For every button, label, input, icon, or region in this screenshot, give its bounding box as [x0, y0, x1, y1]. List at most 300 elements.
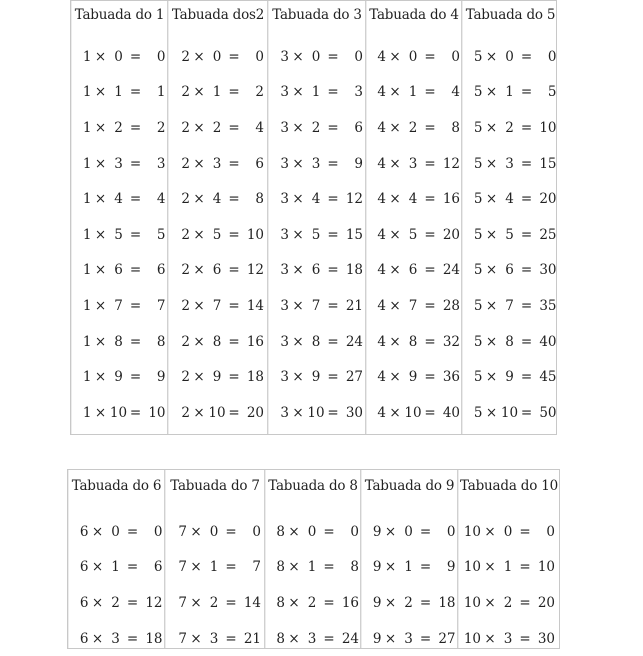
row-list: [72, 39, 167, 431]
times-sign: ×: [193, 84, 205, 101]
multiplier: 2: [212, 119, 222, 136]
table-row: [72, 146, 167, 182]
times-sign: ×: [94, 404, 107, 421]
equals-sign: =: [129, 84, 142, 101]
equals-sign: =: [323, 594, 335, 611]
product: 40: [442, 404, 460, 421]
table-row: [367, 75, 461, 111]
product: 5: [156, 226, 166, 243]
table-row: [367, 253, 461, 289]
multiplier: 0: [505, 48, 514, 65]
multiplier: 1: [503, 559, 513, 576]
table-row: [169, 110, 267, 146]
multiplier: 8: [114, 333, 123, 350]
table-column: [462, 1, 558, 434]
equals-sign: =: [129, 333, 142, 350]
times-sign: ×: [193, 119, 205, 136]
row-list: [463, 39, 558, 431]
times-sign: ×: [292, 155, 304, 172]
times-sign: ×: [94, 48, 107, 65]
product: 18: [145, 630, 163, 647]
equals-sign: =: [520, 84, 533, 101]
multiplicand: 9: [372, 630, 382, 647]
times-sign: ×: [485, 119, 498, 136]
multiplicand: 4: [377, 155, 386, 172]
column-header: Tabuada dos2: [171, 7, 265, 23]
table-row: [72, 324, 167, 360]
times-sign: ×: [389, 297, 401, 314]
table-row: [69, 585, 164, 621]
multiplier: 3: [505, 155, 514, 172]
multiplicand: 1: [82, 48, 92, 65]
multiplicand: 2: [181, 333, 190, 350]
equals-sign: =: [520, 404, 533, 421]
times-sign: ×: [288, 630, 300, 647]
multiplicand: 3: [280, 155, 289, 172]
table-row: [72, 288, 167, 324]
times-sign: ×: [389, 404, 401, 421]
multiplicand: 7: [178, 594, 187, 611]
times-sign: ×: [94, 155, 107, 172]
times-sign: ×: [91, 630, 104, 647]
times-sign: ×: [485, 297, 498, 314]
multiplicand: 8: [276, 523, 285, 540]
equals-sign: =: [519, 630, 531, 647]
multiplicand: 10: [463, 630, 481, 647]
product: 14: [246, 297, 264, 314]
column-header: Tabuada do 8: [268, 478, 358, 494]
table-row: [463, 146, 558, 182]
times-sign: ×: [193, 48, 205, 65]
multiplier: 7: [408, 297, 418, 314]
times-sign: ×: [484, 523, 496, 540]
multiplier: 0: [111, 523, 120, 540]
product: 30: [539, 262, 557, 279]
table-row: [72, 181, 167, 217]
row-list: [367, 39, 461, 431]
table-row: [266, 514, 360, 550]
product: 27: [438, 630, 456, 647]
row-list: [166, 514, 264, 656]
table-row: [367, 39, 461, 75]
product: 0: [255, 48, 264, 65]
multiplier: 9: [311, 369, 321, 386]
product: 21: [345, 297, 363, 314]
times-sign: ×: [485, 369, 498, 386]
multiplicand: 4: [377, 48, 386, 65]
equals-sign: =: [424, 48, 436, 65]
product: 0: [451, 48, 460, 65]
multiplicand: 5: [473, 297, 483, 314]
multiplier: 3: [111, 630, 120, 647]
table-row: [362, 514, 457, 550]
multiplicand: 3: [280, 404, 289, 421]
multiplier: 0: [307, 523, 317, 540]
multiplicand: 5: [473, 191, 483, 208]
row-list: [459, 514, 559, 656]
multiplier: 10: [208, 404, 226, 421]
multiplier: 9: [408, 369, 418, 386]
multiplicand: 5: [473, 404, 483, 421]
multiplier: 3: [212, 155, 222, 172]
multiplicand: 1: [82, 155, 92, 172]
equals-sign: =: [520, 369, 533, 386]
table-row: [459, 585, 559, 621]
equals-sign: =: [228, 262, 240, 279]
product: 6: [354, 119, 363, 136]
times-sign: ×: [292, 226, 304, 243]
table-column: [165, 470, 265, 648]
table-row: [367, 324, 461, 360]
multiplicand: 1: [82, 84, 92, 101]
product: 10: [537, 559, 555, 576]
multiplier: 1: [404, 559, 413, 576]
equals-sign: =: [228, 297, 240, 314]
multiplier: 2: [404, 594, 413, 611]
multiplicand: 2: [181, 369, 190, 386]
table-row: [169, 217, 267, 253]
multiplier: 6: [114, 262, 123, 279]
times-sign: ×: [485, 48, 498, 65]
product: 18: [438, 594, 456, 611]
product: 8: [156, 333, 166, 350]
equals-sign: =: [228, 48, 240, 65]
equals-sign: =: [323, 630, 335, 647]
multiplicand: 4: [377, 333, 386, 350]
multiplicand: 3: [280, 119, 289, 136]
times-sign: ×: [389, 191, 401, 208]
multiplier: 8: [408, 333, 418, 350]
table-row: [72, 39, 167, 75]
multiplicand: 9: [372, 594, 382, 611]
table-row: [367, 181, 461, 217]
times-sign: ×: [389, 48, 401, 65]
times-sign: ×: [292, 297, 304, 314]
multiplier: 0: [311, 48, 321, 65]
multiplier: 7: [311, 297, 321, 314]
multiplication-table-1-to-5: [70, 0, 557, 435]
table-row: [269, 395, 365, 431]
equals-sign: =: [327, 369, 339, 386]
table-row: [72, 253, 167, 289]
product: 12: [145, 594, 163, 611]
multiplicand: 2: [181, 262, 190, 279]
table-row: [169, 75, 267, 111]
product: 1: [156, 84, 166, 101]
times-sign: ×: [94, 297, 107, 314]
times-sign: ×: [292, 333, 304, 350]
times-sign: ×: [94, 226, 107, 243]
equals-sign: =: [424, 404, 436, 421]
product: 45: [539, 369, 557, 386]
times-sign: ×: [389, 119, 401, 136]
table-row: [463, 217, 558, 253]
times-sign: ×: [94, 369, 107, 386]
product: 9: [156, 369, 166, 386]
multiplier: 3: [404, 630, 413, 647]
table-row: [269, 75, 365, 111]
multiplier: 2: [503, 594, 513, 611]
product: 10: [539, 119, 557, 136]
column-header: Tabuada do 4: [369, 7, 459, 23]
product: 4: [156, 191, 166, 208]
multiplier: 8: [212, 333, 222, 350]
product: 21: [243, 630, 261, 647]
multiplier: 2: [209, 594, 219, 611]
multiplier: 0: [212, 48, 222, 65]
product: 27: [345, 369, 363, 386]
product: 9: [446, 559, 456, 576]
multiplier: 10: [404, 404, 422, 421]
times-sign: ×: [384, 523, 397, 540]
product: 6: [156, 262, 166, 279]
equals-sign: =: [327, 48, 339, 65]
times-sign: ×: [292, 48, 304, 65]
multiplicand: 2: [181, 119, 190, 136]
times-sign: ×: [485, 155, 498, 172]
equals-sign: =: [228, 404, 240, 421]
table-row: [169, 146, 267, 182]
multiplier: 9: [114, 369, 123, 386]
times-sign: ×: [190, 594, 202, 611]
equals-sign: =: [520, 226, 533, 243]
multiplicand: 1: [82, 191, 92, 208]
equals-sign: =: [520, 119, 533, 136]
product: 12: [246, 262, 264, 279]
multiplier: 0: [503, 523, 513, 540]
multiplier: 4: [311, 191, 321, 208]
times-sign: ×: [484, 630, 496, 647]
row-list: [362, 514, 457, 656]
row-list: [69, 514, 164, 656]
multiplicand: 5: [473, 48, 483, 65]
product: 0: [446, 523, 456, 540]
product: 28: [442, 297, 460, 314]
product: 18: [246, 369, 264, 386]
multiplicand: 10: [463, 523, 481, 540]
column-header: Tabuada do 3: [272, 7, 362, 23]
times-sign: ×: [190, 559, 202, 576]
multiplicand: 3: [280, 191, 289, 208]
table-column: [265, 470, 361, 648]
product: 5: [547, 84, 557, 101]
table-row: [166, 621, 264, 656]
times-sign: ×: [193, 226, 205, 243]
equals-sign: =: [129, 262, 142, 279]
multiplicand: 1: [82, 369, 92, 386]
product: 30: [537, 630, 555, 647]
equals-sign: =: [424, 226, 436, 243]
product: 2: [156, 119, 166, 136]
table-column: [366, 1, 462, 434]
product: 8: [451, 119, 460, 136]
multiplicand: 1: [82, 119, 92, 136]
multiplier: 8: [505, 333, 514, 350]
equals-sign: =: [424, 333, 436, 350]
multiplicand: 8: [276, 559, 285, 576]
multiplicand: 3: [280, 333, 289, 350]
product: 16: [442, 191, 460, 208]
times-sign: ×: [484, 594, 496, 611]
multiplier: 3: [408, 155, 418, 172]
table-row: [72, 75, 167, 111]
table-row: [463, 75, 558, 111]
table-row: [463, 324, 558, 360]
product: 0: [252, 523, 261, 540]
multiplier: 1: [505, 84, 514, 101]
times-sign: ×: [193, 191, 205, 208]
table-row: [169, 324, 267, 360]
equals-sign: =: [419, 594, 432, 611]
table-row: [69, 514, 164, 550]
column-header: Tabuada do 5: [465, 7, 556, 23]
product: 16: [246, 333, 264, 350]
product: 36: [442, 369, 460, 386]
table-row: [459, 550, 559, 586]
product: 18: [345, 262, 363, 279]
multiplicand: 2: [181, 84, 190, 101]
table-row: [269, 181, 365, 217]
multiplier: 3: [114, 155, 123, 172]
times-sign: ×: [292, 369, 304, 386]
multiplier: 5: [505, 226, 514, 243]
multiplication-table-6-to-10: [67, 469, 560, 649]
equals-sign: =: [129, 155, 142, 172]
multiplier: 10: [307, 404, 325, 421]
multiplier: 3: [307, 630, 317, 647]
multiplier: 1: [111, 559, 120, 576]
multiplier: 8: [311, 333, 321, 350]
multiplicand: 4: [377, 369, 386, 386]
table-row: [459, 621, 559, 656]
table-row: [166, 514, 264, 550]
product: 0: [153, 523, 163, 540]
multiplier: 2: [505, 119, 514, 136]
multiplier: 1: [212, 84, 222, 101]
product: 12: [345, 191, 363, 208]
multiplicand: 2: [181, 404, 190, 421]
product: 10: [148, 404, 166, 421]
multiplier: 2: [111, 594, 120, 611]
product: 20: [539, 191, 557, 208]
product: 0: [350, 523, 359, 540]
equals-sign: =: [424, 262, 436, 279]
times-sign: ×: [193, 297, 205, 314]
table-row: [269, 324, 365, 360]
table-row: [362, 585, 457, 621]
multiplier: 6: [311, 262, 321, 279]
multiplicand: 4: [377, 297, 386, 314]
times-sign: ×: [91, 594, 104, 611]
table-row: [69, 621, 164, 656]
table-row: [269, 359, 365, 395]
multiplier: 1: [307, 559, 317, 576]
equals-sign: =: [228, 191, 240, 208]
equals-sign: =: [424, 297, 436, 314]
table-row: [169, 253, 267, 289]
multiplicand: 2: [181, 155, 190, 172]
table-column: [71, 1, 168, 434]
product: 20: [537, 594, 555, 611]
multiplier: 2: [311, 119, 321, 136]
product: 14: [243, 594, 261, 611]
equals-sign: =: [424, 84, 436, 101]
product: 0: [547, 48, 557, 65]
column-header: Tabuada do 1: [74, 7, 165, 23]
equals-sign: =: [520, 297, 533, 314]
equals-sign: =: [520, 191, 533, 208]
table-row: [166, 550, 264, 586]
table-row: [367, 146, 461, 182]
times-sign: ×: [193, 333, 205, 350]
times-sign: ×: [389, 369, 401, 386]
times-sign: ×: [292, 119, 304, 136]
equals-sign: =: [520, 48, 533, 65]
table-row: [367, 395, 461, 431]
times-sign: ×: [484, 559, 496, 576]
equals-sign: =: [225, 523, 237, 540]
multiplier: 5: [212, 226, 222, 243]
equals-sign: =: [327, 262, 339, 279]
product: 20: [442, 226, 460, 243]
times-sign: ×: [190, 523, 202, 540]
product: 3: [354, 84, 363, 101]
multiplicand: 1: [82, 297, 92, 314]
multiplier: 1: [209, 559, 219, 576]
product: 50: [539, 404, 557, 421]
multiplicand: 1: [82, 262, 92, 279]
times-sign: ×: [190, 630, 202, 647]
equals-sign: =: [228, 226, 240, 243]
multiplicand: 4: [377, 262, 386, 279]
multiplicand: 2: [181, 48, 190, 65]
product: 24: [341, 630, 359, 647]
table-row: [269, 288, 365, 324]
multiplicand: 8: [276, 594, 285, 611]
product: 12: [442, 155, 460, 172]
equals-sign: =: [129, 191, 142, 208]
table-row: [169, 181, 267, 217]
times-sign: ×: [485, 84, 498, 101]
multiplier: 0: [114, 48, 123, 65]
multiplicand: 5: [473, 333, 483, 350]
multiplicand: 4: [377, 191, 386, 208]
times-sign: ×: [292, 404, 304, 421]
multiplicand: 7: [178, 523, 187, 540]
table-row: [459, 514, 559, 550]
table-row: [362, 621, 457, 656]
product: 20: [246, 404, 264, 421]
table-row: [169, 395, 267, 431]
product: 10: [246, 226, 264, 243]
product: 6: [255, 155, 264, 172]
multiplicand: 6: [79, 630, 89, 647]
table-row: [269, 110, 365, 146]
table-row: [367, 288, 461, 324]
equals-sign: =: [327, 297, 339, 314]
times-sign: ×: [193, 369, 205, 386]
times-sign: ×: [91, 523, 104, 540]
multiplier: 2: [408, 119, 418, 136]
equals-sign: =: [327, 119, 339, 136]
equals-sign: =: [126, 523, 139, 540]
multiplicand: 7: [178, 559, 187, 576]
multiplier: 5: [408, 226, 418, 243]
multiplier: 6: [505, 262, 514, 279]
product: 0: [546, 523, 555, 540]
multiplier: 3: [311, 155, 321, 172]
table-row: [463, 181, 558, 217]
